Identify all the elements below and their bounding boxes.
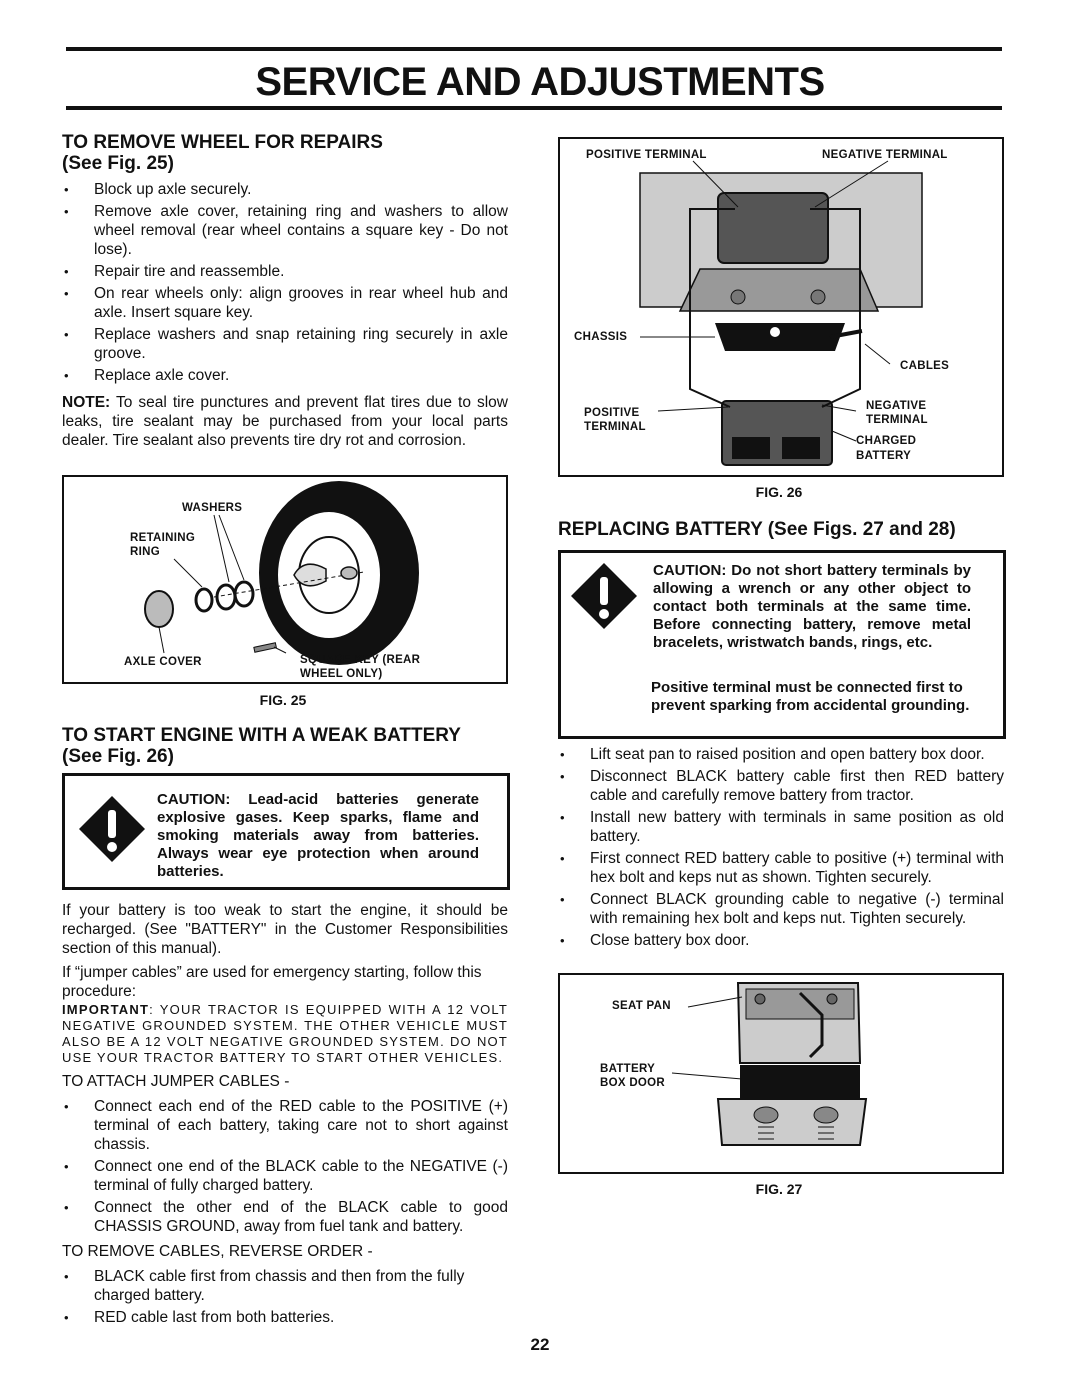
- axle-cover-shape: [145, 591, 173, 627]
- list-item: • First connect RED battery cable to positive (+) terminal with hex bolt and keps nut as shown. Tighten securely.: [558, 849, 1004, 887]
- important-label: IMPORTANT: [62, 1002, 150, 1017]
- section-weak-battery: [62, 725, 508, 767]
- label-square-key-1: SQUARE KEY (REAR: [300, 654, 421, 666]
- label-washers: WASHERS: [182, 502, 243, 514]
- figure-25: [62, 475, 508, 684]
- chassis-bottom: [715, 323, 845, 351]
- top-rule: [66, 47, 1002, 51]
- label-battery: BATTERY: [600, 1063, 656, 1075]
- battery-tray: [680, 269, 878, 311]
- list-item: • Install new battery with terminals in same position as old battery.: [558, 808, 1004, 846]
- attach-heading: TO ATTACH JUMPER CABLES -: [62, 1073, 290, 1090]
- remove-heading: TO REMOVE CABLES, REVERSE ORDER -: [62, 1243, 373, 1260]
- title-rule: [66, 106, 1002, 110]
- caution-text: CAUTION: Lead-acid batteries generate explosive gases. Keep sparks, flame and smoking materials away from batteries. Always wear eye protection when around batteries.: [157, 791, 479, 880]
- list-item: • Connect one end of the BLACK cable to the NEGATIVE (-) terminal of fully charged battery.: [62, 1157, 508, 1195]
- figure-26: [558, 137, 1004, 477]
- tire-sealant-note: [62, 393, 508, 450]
- label-negative-terminal-top: NEGATIVE TERMINAL: [822, 149, 948, 161]
- caution-text-positive-first: Positive terminal must be connected first to prevent sparking from accidental grounding.: [651, 679, 970, 714]
- replacing-battery-steps: [558, 745, 1004, 950]
- page-title: SERVICE AND ADJUSTMENTS: [255, 60, 825, 104]
- section-heading: TO START ENGINE WITH A WEAK BATTERY: [62, 725, 461, 746]
- figure-27: [558, 973, 1004, 1174]
- caution-box-short-terminals: [558, 550, 1006, 739]
- label-charged: CHARGED: [856, 435, 917, 447]
- square-key-shape: [254, 643, 277, 652]
- wheel-illustration: [64, 477, 506, 682]
- list-item: • RED cable last from both batteries.: [62, 1308, 508, 1327]
- section-replacing-battery: [558, 519, 1004, 540]
- list-item: • Close battery box door.: [558, 931, 1004, 950]
- leader-washers: [214, 515, 229, 582]
- important-notice: [62, 1002, 508, 1066]
- list-item: • Disconnect BLACK battery cable first then RED battery cable and carefully remove battery from tractor.: [558, 767, 1004, 805]
- label-positive-terminal-top: POSITIVE TERMINAL: [586, 149, 707, 161]
- label-box-door: BOX DOOR: [600, 1077, 666, 1089]
- leader-ring: [174, 559, 202, 587]
- label-positive: POSITIVE: [584, 407, 640, 419]
- bolt-right: [811, 290, 825, 304]
- battery-box: [718, 1099, 866, 1145]
- retaining-ring-shape: [196, 589, 212, 611]
- section-heading: REPLACING BATTERY (See Figs. 27 and 28): [558, 519, 956, 540]
- section-remove-wheel: [62, 132, 508, 450]
- warning-icon: [569, 561, 639, 631]
- important-text: : YOUR TRACTOR IS EQUIPPED WITH A 12 VOLT NEGATIVE GROUNDED SYSTEM. THE OTHER VEHICLE MUST ALSO BE A 12 VOLT NEGATIVE GROUNDED SYSTEM. DO NOT USE YOUR TRACTOR BATTERY TO START OTHER VEHICLES.: [62, 1002, 508, 1065]
- weak-battery-body: [62, 901, 508, 1330]
- section-subheading: (See Fig. 26): [62, 746, 174, 767]
- remove-wheel-steps: [62, 180, 508, 385]
- figure-27-caption: FIG. 27: [755, 1181, 803, 1197]
- leader-seat-pan: [688, 997, 742, 1007]
- page-number: 22: [530, 1335, 550, 1354]
- axle-tip: [341, 567, 357, 579]
- caution-box-explosive-gases: [62, 773, 510, 890]
- section-heading: TO REMOVE WHEEL FOR REPAIRS: [62, 132, 383, 153]
- label-positive-terminal: TERMINAL: [584, 421, 646, 433]
- list-item: • Connect the other end of the BLACK cable to good CHASSIS GROUND, away from fuel tank and battery.: [62, 1198, 508, 1236]
- leader-square-key: [274, 647, 286, 653]
- label-retaining: RETAINING: [130, 532, 196, 544]
- label-chassis: CHASSIS: [574, 331, 628, 343]
- list-item: • On rear wheels only: align grooves in rear wheel hub and axle. Insert square key.: [62, 284, 508, 322]
- label-negative-terminal: TERMINAL: [866, 414, 928, 426]
- label-battery: BATTERY: [856, 450, 912, 462]
- label-seat-pan: SEAT PAN: [612, 1000, 671, 1012]
- section-subheading: (See Fig. 25): [62, 153, 174, 174]
- label-cables: CABLES: [900, 360, 950, 372]
- warning-icon: [77, 794, 147, 864]
- washer-shape-1: [217, 585, 235, 609]
- list-item: • Block up axle securely.: [62, 180, 508, 199]
- label-square-key-2: WHEEL ONLY): [300, 668, 383, 680]
- battery-box-door: [740, 1065, 860, 1099]
- figure-26-caption: FIG. 26: [755, 484, 803, 500]
- list-item: • Connect BLACK grounding cable to negative (-) terminal with remaining hex bolt and keps nut. Tighten securely.: [558, 890, 1004, 928]
- leader-box-door: [672, 1073, 742, 1079]
- caution-text: CAUTION: Do not short battery terminals by allowing a wrench or any other object to contact both terminals at the same time. Before connecting battery, remove metal bracelets, wristwatch bands, rings, etc.: [653, 562, 971, 651]
- paragraph-recharge: If your battery is too weak to start the engine, it should be recharged. (See "BATTERY" in the Customer Responsibilities section of this manual).: [62, 902, 508, 957]
- list-item: • Remove axle cover, retaining ring and washers to allow wheel removal (rear wheel contains a square key - Do not lose).: [62, 202, 508, 259]
- paragraph-jumper: If “jumper cables” are used for emergency starting, follow this procedure:: [62, 964, 482, 1000]
- washer-shape-2: [235, 582, 253, 606]
- leader-axle-cover: [159, 627, 164, 653]
- replacing-battery-steps-wrap: [558, 745, 1004, 953]
- remove-steps: [62, 1267, 508, 1327]
- label-ring: RING: [130, 546, 160, 558]
- leader-washers-2: [219, 515, 244, 580]
- note-label: NOTE:: [62, 394, 111, 411]
- attach-steps: [62, 1097, 508, 1236]
- list-item: • Lift seat pan to raised position and open battery box door.: [558, 745, 1004, 764]
- figure-25-caption: FIG. 25: [259, 692, 307, 708]
- list-item: • Replace washers and snap retaining ring securely in axle groove.: [62, 325, 508, 363]
- label-axle-cover: AXLE COVER: [124, 656, 202, 668]
- list-item: • Replace axle cover.: [62, 366, 508, 385]
- list-item: • Repair tire and reassemble.: [62, 262, 508, 281]
- bolt-left: [731, 290, 745, 304]
- note-text: To seal tire punctures and prevent flat tires due to slow leaks, tire sealant may be purchased from your local parts dealer. Tire sealant also prevents tire dry rot and corrosion.: [62, 394, 508, 449]
- label-negative: NEGATIVE: [866, 400, 927, 412]
- list-item: • Connect each end of the RED cable to the POSITIVE (+) terminal of each battery, taking care not to short against chassis.: [62, 1097, 508, 1154]
- list-item: • BLACK cable first from chassis and then from the fully charged battery.: [62, 1267, 508, 1305]
